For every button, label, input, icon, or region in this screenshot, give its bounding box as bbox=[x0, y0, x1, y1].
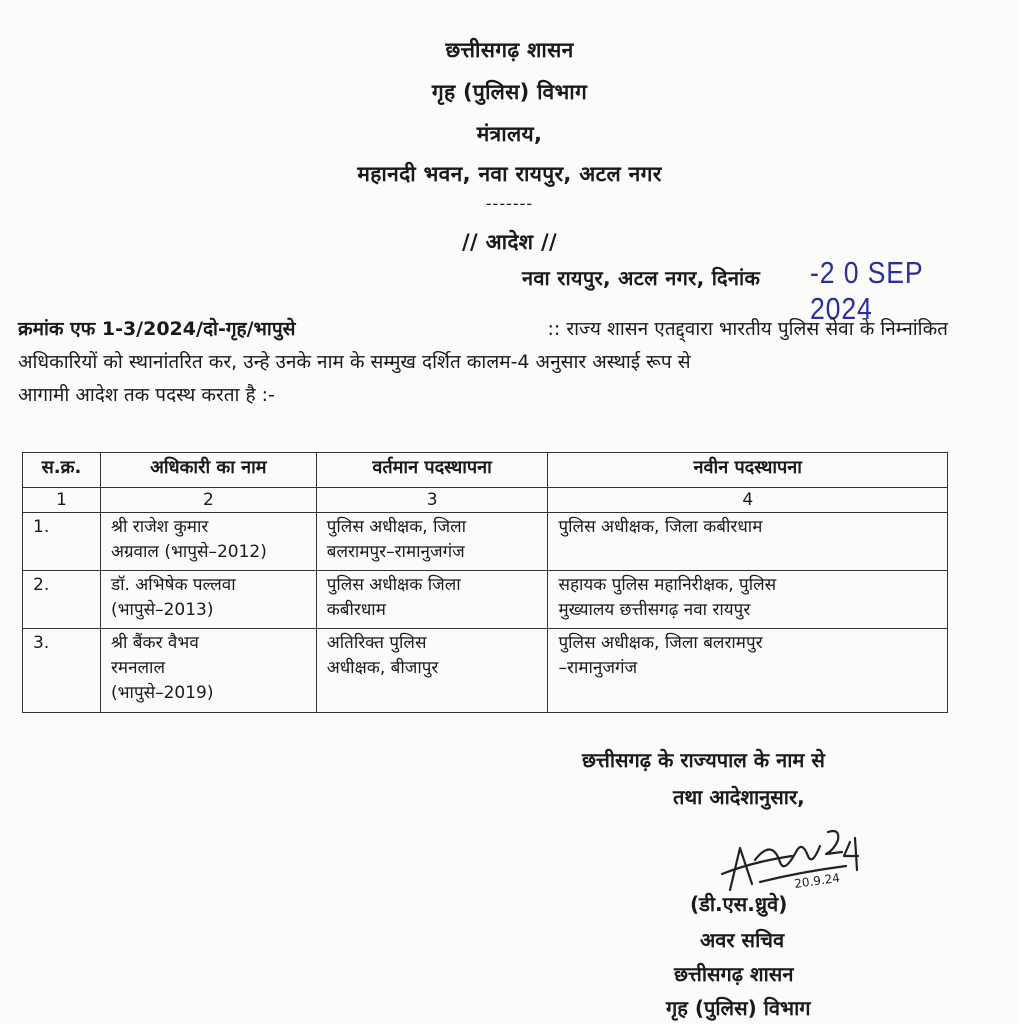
serial-number: 1. bbox=[23, 513, 101, 571]
current-posting bbox=[316, 629, 548, 713]
current-posting-line: पुलिस अधीक्षक जिला bbox=[326, 575, 461, 595]
closing-line-1: छत्तीसगढ़ के राज्यपाल के नाम से bbox=[582, 748, 825, 772]
officer-name-line: डॉ. अभिषेक पल्लवा bbox=[110, 575, 236, 595]
officer-name-line: (भापुसे–2013) bbox=[110, 600, 214, 620]
dateline-place: नवा रायपुर, अटल नगर, दिनांक bbox=[522, 266, 761, 290]
signatory-org-government: छत्तीसगढ़ शासन bbox=[674, 962, 794, 986]
signatory-designation: अवर सचिव bbox=[700, 928, 785, 952]
serial-number: 3. bbox=[23, 629, 101, 713]
column-header-serial: स.क्र. bbox=[23, 453, 101, 488]
officer-name-line: श्री राजेश कुमार bbox=[110, 517, 209, 537]
new-posting-line: सहायक पुलिस महानिरीक्षक, पुलिस bbox=[558, 575, 777, 595]
officer-name bbox=[100, 571, 316, 629]
new-posting bbox=[548, 629, 948, 713]
current-posting-line: पुलिस अधीक्षक, जिला bbox=[326, 517, 467, 537]
header-address: महानदी भवन, नवा रायपुर, अटल नगर bbox=[357, 162, 662, 186]
header-department: गृह (पुलिस) विभाग bbox=[431, 80, 588, 104]
order-reference: क्रमांक एफ 1-3/2024/दो-गृह/भापुसे bbox=[18, 318, 296, 340]
column-number: 1 bbox=[23, 488, 101, 513]
current-posting bbox=[316, 513, 548, 571]
new-posting bbox=[548, 571, 948, 629]
current-posting-line: बलरामपुर–रामानुजगंज bbox=[326, 542, 465, 562]
current-posting-line: कबीरधाम bbox=[326, 600, 386, 620]
header-divider: ------- bbox=[485, 194, 534, 213]
order-title: // आदेश // bbox=[462, 230, 557, 254]
order-paragraph bbox=[18, 313, 948, 412]
table-row bbox=[23, 513, 948, 571]
column-header-new-posting: नवीन पदस्थापना bbox=[548, 453, 948, 488]
officer-name bbox=[100, 513, 316, 571]
serial-number: 2. bbox=[23, 571, 101, 629]
officer-name-line: श्री बैंकर वैभव bbox=[110, 633, 199, 653]
column-number: 4 bbox=[548, 488, 948, 513]
table-header-row bbox=[23, 453, 948, 488]
column-header-officer-name: अधिकारी का नाम bbox=[100, 453, 316, 488]
paragraph-line-2: अधिकारियों को स्थानांतरित कर, उन्हे उनके नाम के सम्मुख दर्शित कालम-4 अनुसार अस्थाई रूप से bbox=[18, 351, 691, 373]
column-number: 3 bbox=[316, 488, 548, 513]
signatory-name: (डी.एस.ध्रुवे) bbox=[690, 892, 788, 916]
signatory-org-department: गृह (पुलिस) विभाग bbox=[666, 996, 811, 1020]
new-posting-line: मुख्यालय छत्तीसगढ़ नवा रायपुर bbox=[558, 600, 751, 620]
header-government: छत्तीसगढ़ शासन bbox=[445, 38, 574, 62]
svg-text:20.9.24: 20.9.24 bbox=[793, 870, 841, 891]
officer-name bbox=[100, 629, 316, 713]
header-ministry: मंत्रालय, bbox=[476, 122, 543, 146]
current-posting bbox=[316, 571, 548, 629]
table-row bbox=[23, 571, 948, 629]
officer-name-line: (भापुसे–2019) bbox=[110, 683, 214, 703]
table-row bbox=[23, 629, 948, 713]
paragraph-line-3: आगामी आदेश तक पदस्थ करता है :- bbox=[18, 384, 275, 406]
closing-line-2: तथा आदेशानुसार, bbox=[673, 785, 805, 809]
officer-name-line: रमनलाल bbox=[110, 658, 165, 678]
column-number: 2 bbox=[100, 488, 316, 513]
date-stamp: -2 0 SEP 2024 bbox=[810, 255, 924, 326]
handwritten-signature bbox=[700, 826, 900, 898]
current-posting-line: अधीक्षक, बीजापुर bbox=[326, 658, 439, 678]
current-posting-line: अतिरिक्त पुलिस bbox=[326, 633, 427, 653]
column-header-current-posting: वर्तमान पदस्थापना bbox=[316, 453, 548, 488]
table-number-row bbox=[23, 488, 948, 513]
officer-name-line: अग्रवाल (भापुसे–2012) bbox=[110, 542, 267, 562]
new-posting bbox=[548, 513, 948, 571]
transfer-table bbox=[22, 452, 948, 713]
new-posting-line: –रामानुजगंज bbox=[558, 658, 638, 678]
paragraph-line-1: :: राज्य शासन एतद्द्वारा भारतीय पुलिस सेवा के निम्नांकित bbox=[547, 318, 948, 340]
new-posting-line: पुलिस अधीक्षक, जिला कबीरधाम bbox=[558, 517, 763, 537]
new-posting-line: पुलिस अधीक्षक, जिला बलरामपुर bbox=[558, 633, 763, 653]
